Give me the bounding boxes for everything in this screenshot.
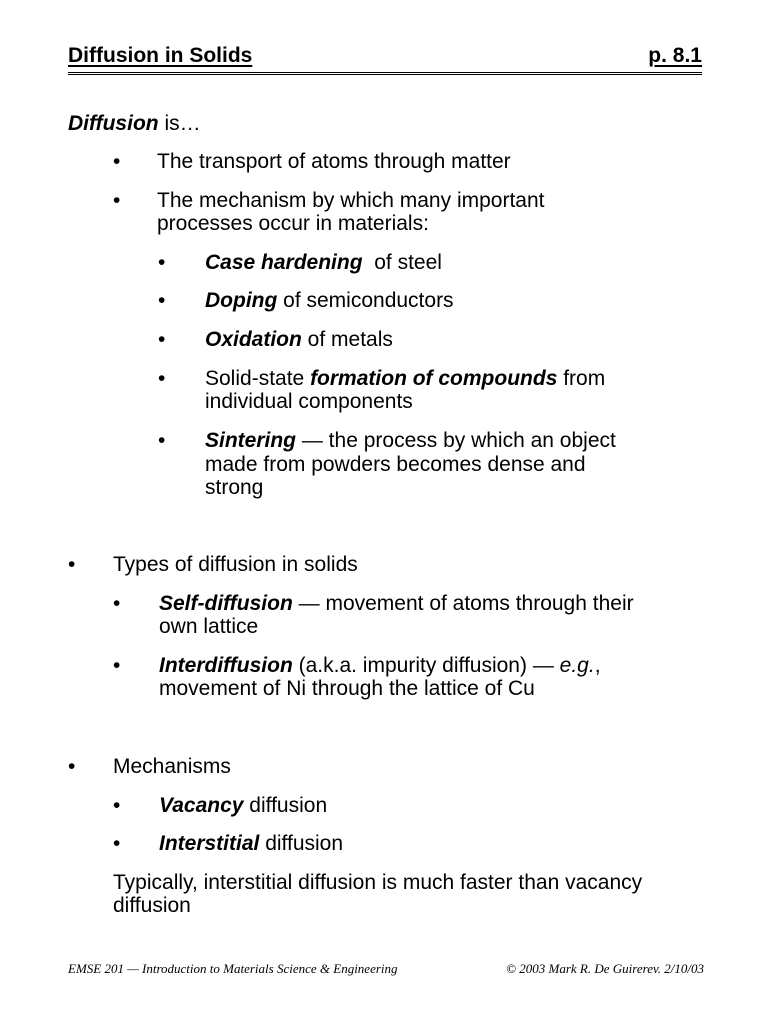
bullet-marker: • — [68, 755, 76, 778]
term-pre: Solid-state — [205, 367, 311, 390]
term-rest: — the process by which an object — [296, 429, 616, 452]
types-label: Types of diffusion in solids — [113, 553, 358, 576]
mech-vacancy — [159, 794, 327, 817]
sub-formation-line2: individual components — [205, 390, 413, 413]
term: Interdiffusion — [159, 654, 293, 677]
types-inter-line1 — [159, 654, 601, 677]
types-self-line1 — [159, 592, 634, 615]
sub-doping — [205, 289, 454, 312]
footer-course: EMSE 201 — Introduction to Materials Science & Engineering — [68, 961, 398, 976]
term-rest: of metals — [301, 328, 393, 351]
page-number: p. 8.1 — [648, 44, 702, 67]
bullet-marker: • — [158, 429, 166, 452]
intro-term: Diffusion — [68, 112, 159, 135]
bullet-marker: • — [68, 553, 76, 576]
term: Sintering — [205, 429, 297, 452]
term-rest: of steel — [362, 251, 442, 274]
bullet-marker: • — [158, 328, 166, 351]
sub-oxidation — [205, 328, 393, 351]
mech-interstitial — [159, 832, 343, 855]
bullet-marker: • — [113, 794, 121, 817]
term: Doping — [205, 289, 278, 312]
types-inter-line2: movement of Ni through the lattice of Cu — [159, 677, 535, 700]
bullet-marker: • — [158, 251, 166, 274]
bullet-marker: • — [113, 189, 121, 212]
mech-note-line1: Typically, interstitial diffusion is much faster than vacancy — [113, 871, 643, 894]
intro-rest: is… — [158, 112, 201, 135]
bullet-marker: • — [113, 592, 121, 615]
term-rest: — movement of atoms through their — [292, 592, 634, 615]
bullet-mechanism-line1: The mechanism by which many important — [157, 189, 545, 212]
term-rest: (a.k.a. impurity diffusion) — — [292, 654, 560, 677]
term-rest: from — [557, 367, 606, 390]
comma: , — [594, 654, 601, 677]
term-rest: diffusion — [259, 832, 344, 855]
bullet-mechanism-line2: processes occur in materials: — [157, 212, 429, 235]
types-self-line2: own lattice — [159, 615, 259, 638]
bullet-marker: • — [158, 289, 166, 312]
footer-copyright: © 2003 Mark R. De Guirerev. 2/10/03 — [506, 961, 704, 976]
bullet-transport: The transport of atoms through matter — [157, 150, 511, 173]
bullet-marker: • — [113, 150, 121, 173]
page-header — [68, 44, 702, 75]
term: Self-diffusion — [159, 592, 293, 615]
sub-sintering-line2: made from powders becomes dense and — [205, 453, 586, 476]
mech-label: Mechanisms — [113, 755, 231, 778]
eg-text: e.g. — [559, 654, 595, 677]
sub-sintering-line3: strong — [205, 476, 264, 499]
page-title: Diffusion in Solids — [68, 44, 253, 67]
sub-sintering-line1 — [205, 429, 616, 452]
bullet-marker: • — [113, 832, 121, 855]
bullet-marker: • — [113, 654, 121, 677]
mech-note-line2: diffusion — [113, 894, 191, 917]
term: Vacancy — [159, 794, 244, 817]
sub-case-hardening — [205, 251, 442, 274]
term: Interstitial — [159, 832, 260, 855]
term-rest: diffusion — [243, 794, 328, 817]
term: Case hardening — [205, 251, 363, 274]
term: Oxidation — [205, 328, 302, 351]
term: formation of compounds — [310, 367, 558, 390]
term-rest: of semiconductors — [277, 289, 454, 312]
intro-line — [68, 112, 201, 135]
sub-formation-line1 — [205, 367, 605, 390]
bullet-marker: • — [158, 367, 166, 390]
